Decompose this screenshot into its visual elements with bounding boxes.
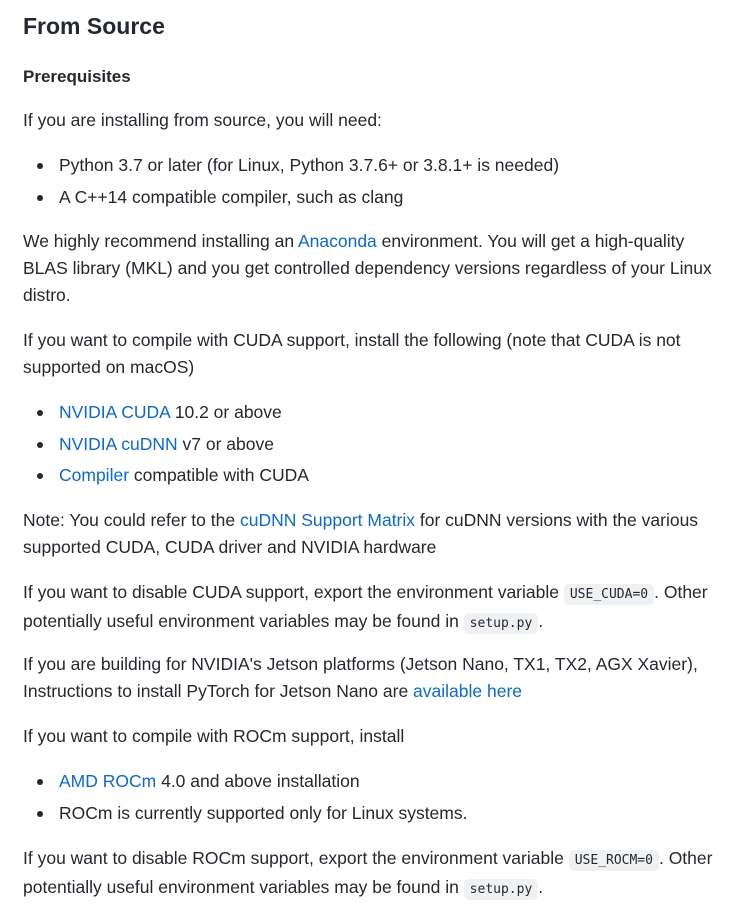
bullet-icon — [37, 473, 43, 479]
list-item — [23, 460, 728, 492]
intro-paragraph: If you are installing from source, you will need: — [23, 110, 382, 130]
list-item-text: 10.2 or above — [169, 402, 282, 422]
paragraph-text: If you are building for NVIDIA's Jetson platforms (Jetson Nano, TX1, TX2, AGX Xavier), Instructions to install PyTorch for Jetson Nano are — [23, 654, 698, 701]
available-here-link[interactable]: available here — [413, 681, 523, 701]
paragraph-text: If you want to disable ROCm support, export the environment variable — [23, 848, 569, 868]
use-rocm-code: USE_ROCM=0 — [569, 850, 659, 871]
bullet-icon — [37, 442, 43, 448]
paragraph-text: . Other potentially useful environment variables may be found in — [23, 848, 713, 897]
list-item — [23, 798, 728, 830]
list-item — [23, 766, 728, 798]
jetson-paragraph — [23, 651, 728, 705]
paragraph-text: If you want to disable CUDA support, export the environment variable — [23, 582, 564, 602]
paragraph-text: . — [538, 611, 544, 631]
cuda-paragraph: If you want to compile with CUDA support, install the following (note that CUDA is not supported on macOS) — [23, 330, 681, 377]
list-item-text: Python 3.7 or later (for Linux, Python 3.7.6+ or 3.8.1+ is needed) — [59, 155, 560, 175]
disable-cuda-paragraph — [23, 579, 728, 637]
paragraph-text: environment. You will get a high-quality BLAS library (MKL) and you get controlled dependency versions regardless of your Linux distro. — [23, 231, 712, 305]
rocm-paragraph: If you want to compile with ROCm support, install — [23, 726, 405, 746]
paragraph-text: . Other potentially useful environment variables may be found in — [23, 582, 708, 631]
list-item — [23, 150, 728, 182]
paragraph-text: . — [538, 877, 544, 897]
nvidia-cudnn-link[interactable]: NVIDIA cuDNN — [59, 433, 178, 454]
list-item-text: ROCm is currently supported only for Linux systems. — [59, 802, 468, 823]
setup-py-code: setup.py — [464, 879, 539, 900]
cudnn-support-matrix-link[interactable]: cuDNN Support Matrix — [239, 510, 416, 530]
setup-py-code: setup.py — [464, 613, 539, 634]
list-item-text: 4.0 and above installation — [156, 771, 360, 791]
list-item-text: v7 or above — [177, 433, 274, 454]
anaconda-paragraph — [23, 228, 728, 309]
prerequisites-heading: Prerequisites — [23, 67, 131, 86]
list-item-text: A C++14 compatible compiler, such as clang — [59, 186, 404, 207]
list-item — [23, 397, 728, 429]
use-cuda-code: USE_CUDA=0 — [564, 584, 654, 605]
list-item — [23, 182, 728, 214]
cuda-requirements-list — [23, 397, 728, 492]
compiler-link[interactable]: Compiler — [59, 465, 130, 485]
disable-rocm-paragraph — [23, 845, 728, 903]
amd-rocm-link[interactable]: AMD ROCm — [59, 771, 157, 791]
anaconda-link[interactable]: Anaconda — [297, 231, 377, 251]
rocm-requirements-list — [23, 766, 728, 829]
bullet-icon — [37, 195, 43, 201]
requirements-list — [23, 150, 728, 213]
paragraph-text: Note: You could refer to the — [23, 510, 240, 530]
section-heading: From Source — [23, 13, 165, 39]
note-paragraph — [23, 507, 728, 561]
bullet-icon — [37, 410, 43, 416]
list-item — [23, 429, 728, 461]
bullet-icon — [37, 811, 43, 817]
paragraph-text: We highly recommend installing an — [23, 231, 298, 251]
bullet-icon — [37, 779, 43, 785]
list-item-text: compatible with CUDA — [129, 465, 309, 485]
bullet-icon — [37, 163, 43, 169]
nvidia-cuda-link[interactable]: NVIDIA CUDA — [59, 402, 170, 422]
paragraph-text: for cuDNN versions with the various supported CUDA, CUDA driver and NVIDIA hardware — [23, 510, 699, 557]
